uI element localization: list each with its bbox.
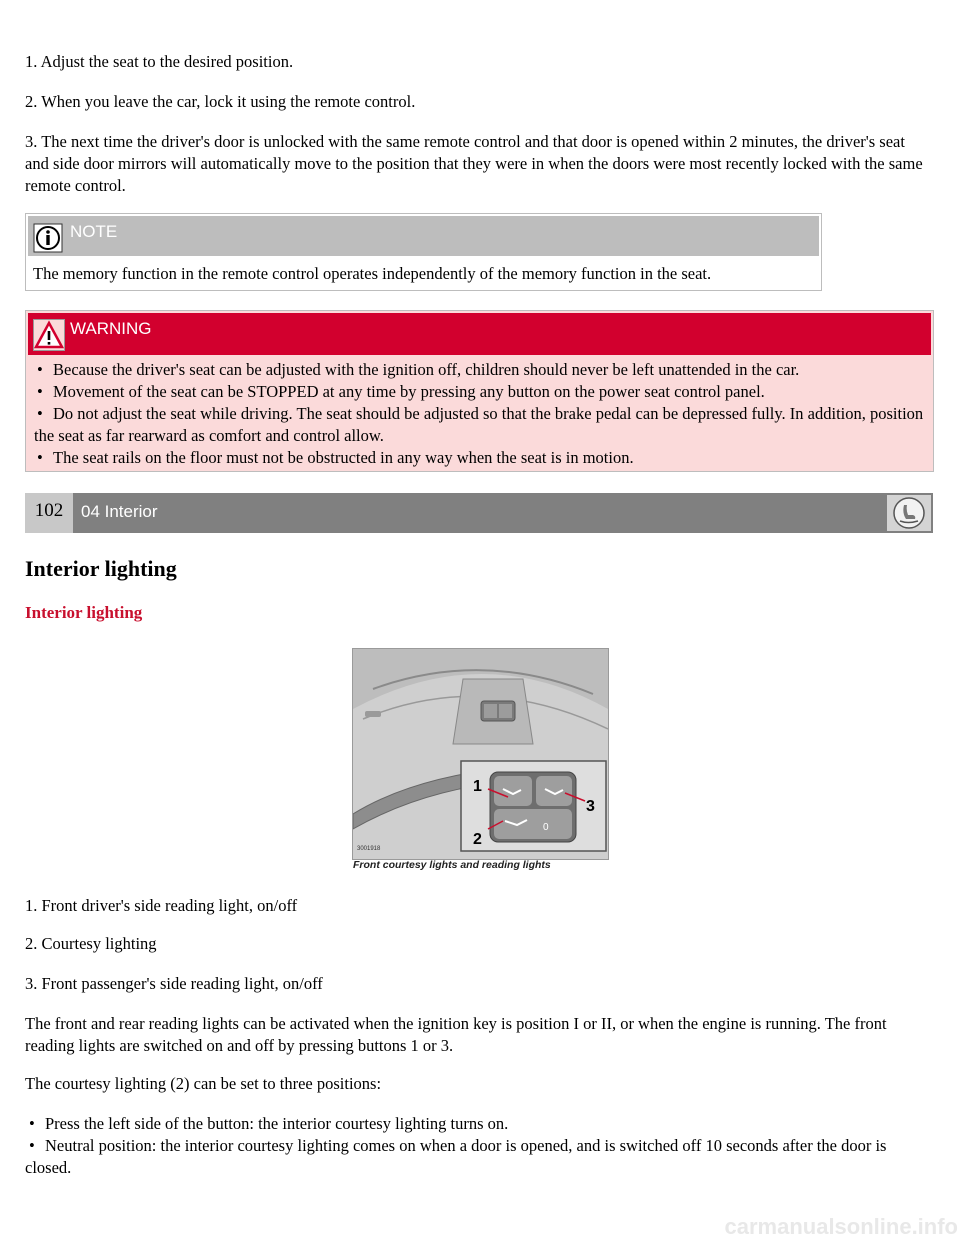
- warning-item: • Do not adjust the seat while driving. The seat should be adjusted so that the brake pedal can be depressed fully. In addition, position the seat as far rearward as comfort and control allow.: [34, 404, 924, 445]
- warning-item: • Because the driver's seat can be adjusted with the ignition off, children should never be left unattended in the car.: [37, 360, 800, 379]
- warning-item: • Movement of the seat can be STOPPED at any time by pressing any button on the power seat control panel.: [37, 382, 765, 401]
- reading-lights-paragraph: The front and rear reading lights can be activated when the ignition key is position I or II, or when the engine is running. The front reading lights are switched on and off by pressing buttons 1 or 3.: [25, 1014, 887, 1055]
- page-number: 102: [25, 493, 73, 533]
- image-code: 3001918: [357, 846, 381, 852]
- note-header: [28, 216, 819, 256]
- chapter-title: 04 Interior: [81, 502, 158, 521]
- legend-item-3: 3. Front passenger's side reading light, on/off: [25, 974, 323, 993]
- courtesy-lights-figure: [352, 648, 609, 860]
- step-3: 3. The next time the driver's door is unlocked with the same remote control and that door is opened within 2 minutes, the driver's seat and side door mirrors will automatically move to the position that they were in when the doors were most recently locked with the same remote control.: [25, 132, 923, 195]
- callout-3: 3: [586, 798, 595, 815]
- note-label: NOTE: [70, 222, 118, 241]
- callout-2: 2: [473, 831, 482, 848]
- note-box: [25, 213, 822, 291]
- note-text: The memory function in the remote control operates independently of the memory function in the seat.: [33, 264, 712, 283]
- svg-text:0: 0: [543, 822, 549, 833]
- chapter-bar: [25, 493, 933, 533]
- warning-header: [28, 313, 931, 355]
- watermark: carmanualsonline.info: [724, 1214, 958, 1239]
- subsection-title: Interior lighting: [25, 603, 143, 622]
- figure-caption: Front courtesy lights and reading lights: [353, 859, 551, 871]
- warning-box: [25, 310, 934, 472]
- step-1: 1. Adjust the seat to the desired position.: [25, 52, 294, 71]
- step-2: 2. When you leave the car, lock it using the remote control.: [25, 92, 416, 111]
- section-title: Interior lighting: [25, 556, 177, 581]
- seat-icon: [887, 495, 931, 531]
- warning-list: [34, 359, 927, 469]
- warning-label: WARNING: [70, 319, 152, 338]
- info-icon: [33, 223, 63, 258]
- list-item: • Press the left side of the button: the interior courtesy lighting turns on.: [29, 1114, 509, 1133]
- warning-item: • The seat rails on the floor must not be obstructed in any way when the seat is in motion.: [37, 448, 634, 467]
- legend-item-1: 1. Front driver's side reading light, on/off: [25, 896, 298, 915]
- callout-1: 1: [473, 778, 482, 795]
- courtesy-positions-list: [25, 1113, 930, 1179]
- list-item: • Neutral position: the interior courtesy lighting comes on when a door is opened, and is switched off 10 seconds after the door is closed.: [25, 1136, 887, 1177]
- legend-item-2: 2. Courtesy lighting: [25, 934, 157, 953]
- courtesy-intro-paragraph: The courtesy lighting (2) can be set to three positions:: [25, 1074, 382, 1093]
- warning-triangle-icon: [33, 319, 65, 356]
